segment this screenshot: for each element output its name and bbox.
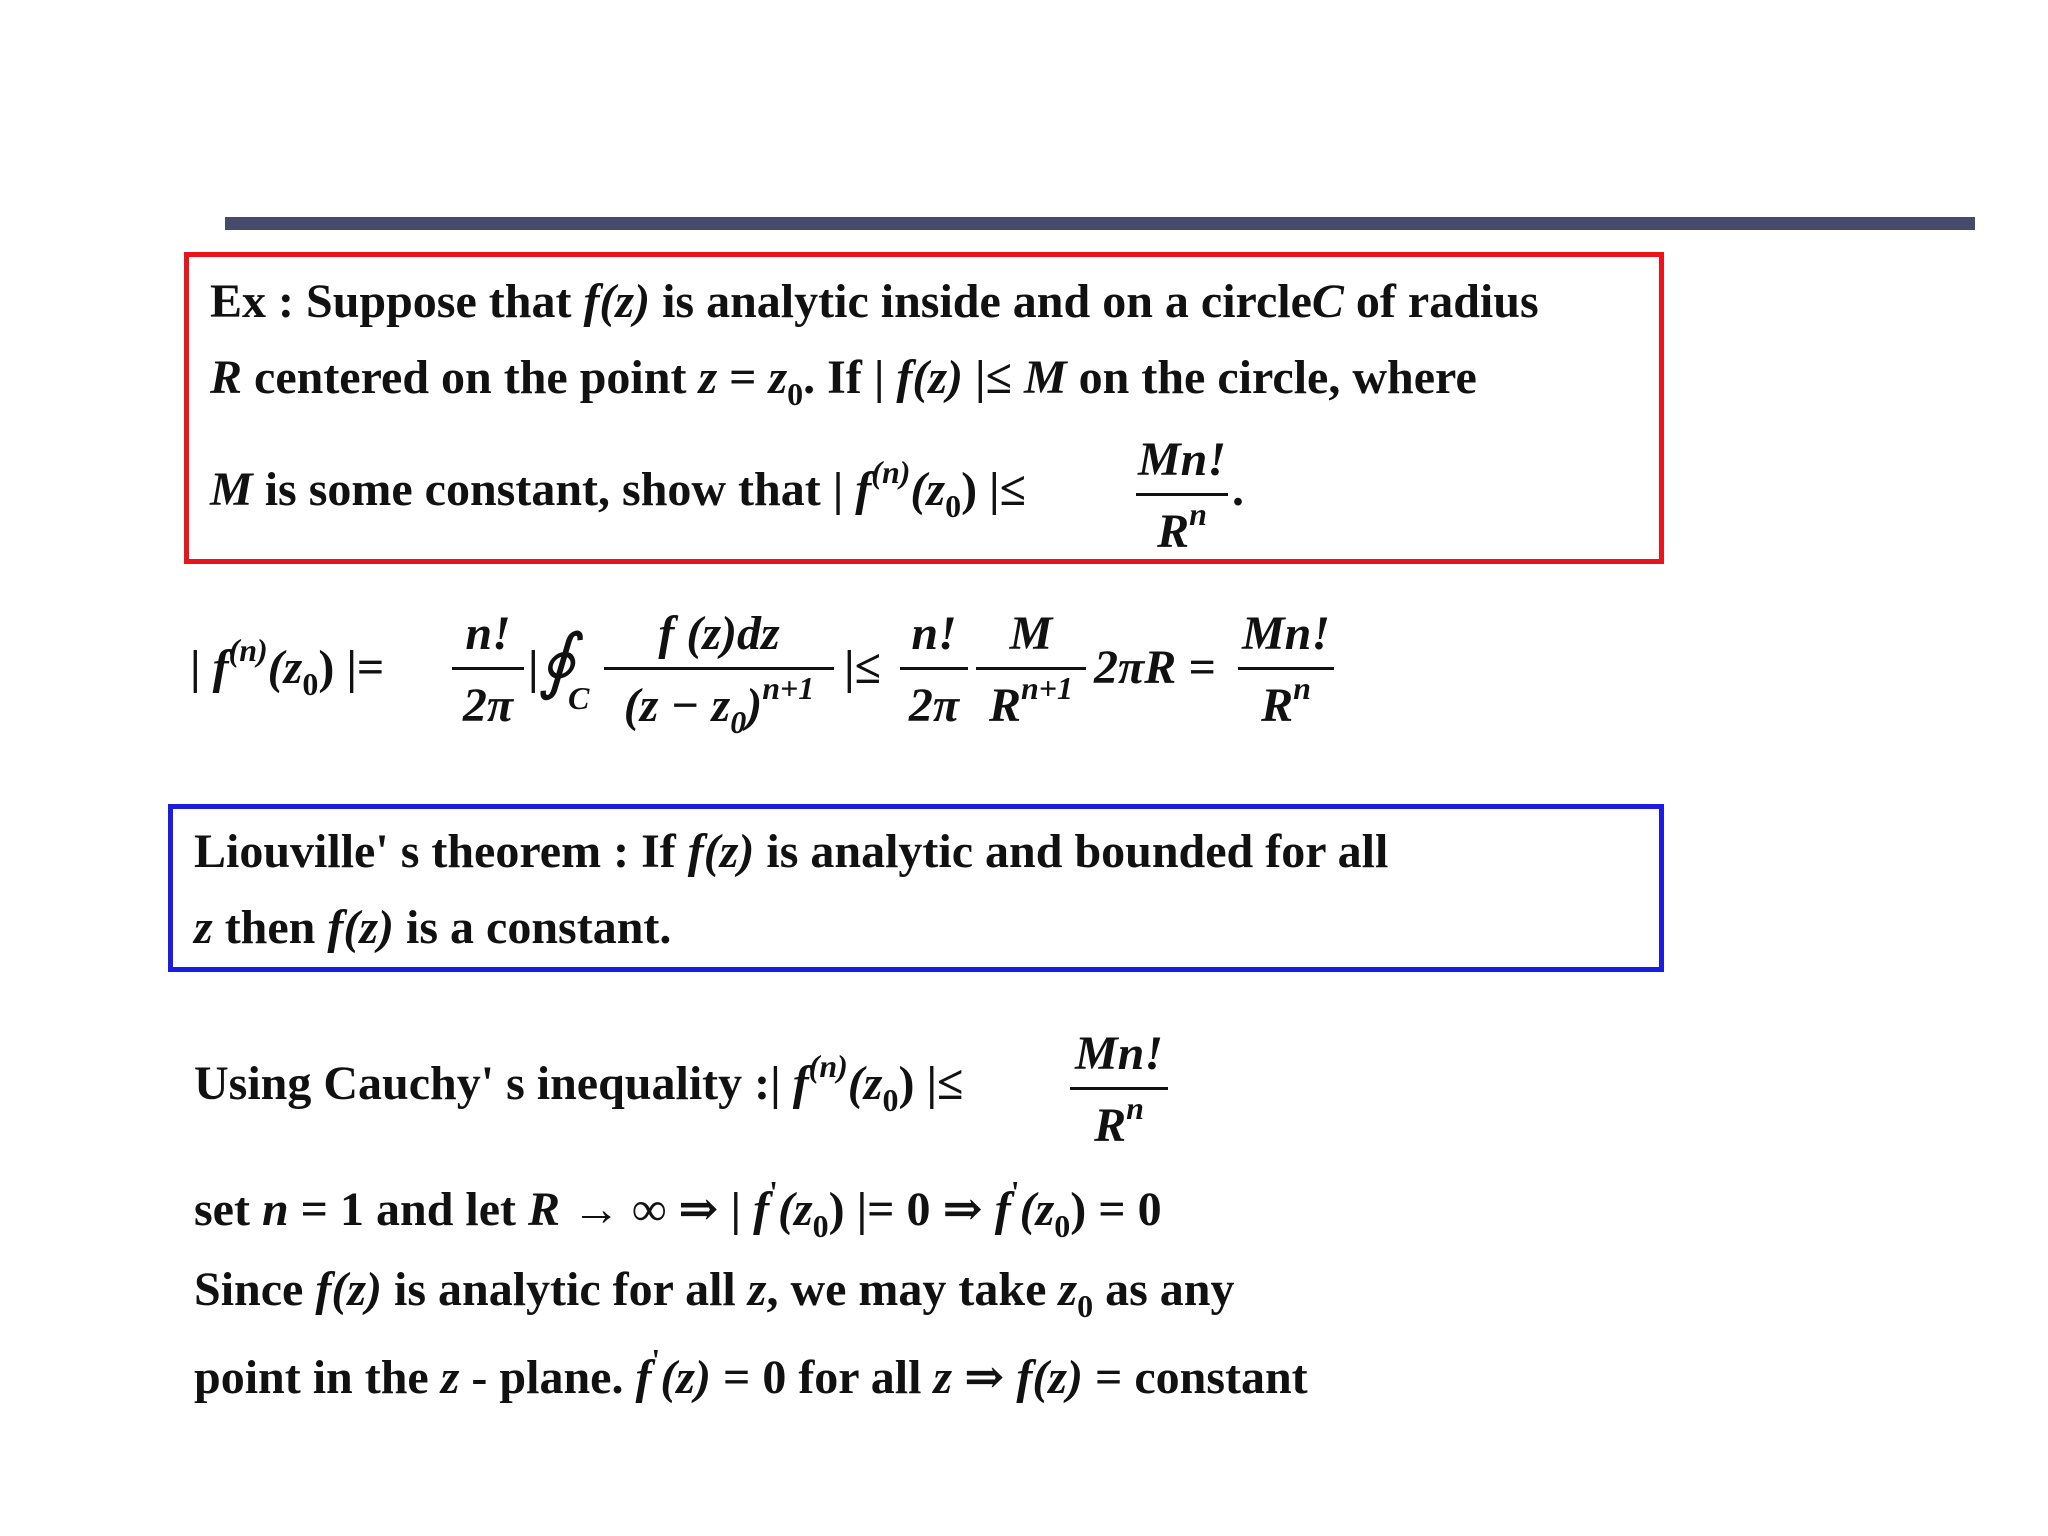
- math-R: R: [210, 351, 243, 404]
- superscript-n: (n): [228, 632, 268, 668]
- math-z: (z): [703, 825, 755, 878]
- math-z: (z): [660, 1351, 711, 1404]
- math-z0: z: [1058, 1263, 1078, 1316]
- proof-lead: Using Cauchy' s inequality :|: [194, 1057, 793, 1110]
- math-f: f: [994, 1183, 1011, 1236]
- theorem-line-1: [194, 825, 1389, 878]
- math-f: f: [212, 641, 229, 694]
- example-fraction: [1136, 432, 1228, 559]
- subscript-0: 0: [812, 1208, 829, 1244]
- example-text: is analytic inside and on a circle: [650, 275, 1312, 328]
- math-f: f: [753, 1183, 770, 1236]
- derivation-frac-5: [1238, 606, 1334, 733]
- subscript-0: 0: [1054, 1208, 1071, 1244]
- title-rule: [225, 217, 1975, 230]
- math-z0: z: [768, 351, 788, 404]
- fraction-numerator: Mn!: [1074, 1027, 1164, 1080]
- example-text: of radius: [1343, 275, 1539, 328]
- subscript-0: 0: [787, 376, 804, 412]
- prime-mark: ': [1010, 1174, 1020, 1210]
- math-z0: (z: [267, 641, 303, 694]
- math-z: (z): [331, 1263, 382, 1316]
- arrow-symbol: → ∞ ⇒ |: [560, 1183, 754, 1236]
- math-z: z: [440, 1351, 460, 1404]
- example-line-3: [210, 454, 1026, 524]
- math-M: M: [1023, 351, 1067, 404]
- math-z0: (z: [1019, 1183, 1055, 1236]
- example-text: is some constant, show that |: [252, 463, 856, 516]
- proof-line-3: Since f(z) is analytic for all z, we may take $z_0$ as any: [194, 1263, 1235, 1324]
- subscript-0: 0: [945, 488, 962, 524]
- fraction-numerator: f (z)dz: [658, 607, 780, 660]
- equals-sign: ) |=: [318, 641, 385, 694]
- derivation-lhs: [190, 632, 385, 702]
- fraction-bar: [1238, 667, 1334, 670]
- math-f: f: [1016, 1351, 1033, 1404]
- superscript-n: n: [1126, 1090, 1144, 1126]
- fraction-denominator: R: [988, 679, 1021, 732]
- theorem-text: is analytic and bounded for all: [754, 825, 1389, 878]
- proof-fraction: [1070, 1026, 1168, 1153]
- abs-bar: |: [528, 641, 539, 694]
- period: .: [1232, 463, 1244, 516]
- derivation-frac-2: f (z)dz $(z - z_0)^{n+1}$: [604, 606, 834, 733]
- theorem-text: is a constant.: [394, 901, 672, 954]
- math-z: (z): [599, 275, 651, 328]
- superscript-n-plus-1: n+1: [762, 670, 815, 706]
- prime-mark: ': [651, 1342, 661, 1378]
- fraction-bar: [452, 667, 524, 670]
- math-f: f: [327, 901, 344, 954]
- superscript-n: n: [1189, 496, 1207, 532]
- fraction-numerator: Mn!: [1137, 433, 1227, 486]
- math-f: f: [855, 463, 872, 516]
- example-lead: Ex : Suppose that: [210, 275, 584, 328]
- fraction-denominator: 2π: [462, 679, 514, 732]
- theorem-text: then: [212, 901, 328, 954]
- derivation-frac-3: [900, 606, 968, 733]
- proof-line-1: [194, 1048, 964, 1118]
- fraction-numerator: M: [1009, 607, 1053, 660]
- subscript-0: 0: [730, 704, 747, 740]
- theorem-line-2: [194, 901, 672, 954]
- fraction-numerator: Mn!: [1241, 607, 1331, 660]
- example-period: [1232, 463, 1244, 516]
- superscript-n: (n): [808, 1048, 848, 1084]
- fraction-denominator: R: [1157, 505, 1190, 558]
- derivation-frac-4: [976, 606, 1086, 733]
- math-z: (z): [912, 351, 964, 404]
- example-text: centered on the point: [242, 351, 699, 404]
- math-f: f: [315, 1263, 332, 1316]
- fraction-bar: [1070, 1087, 1168, 1090]
- math-z: (z): [1032, 1351, 1083, 1404]
- subscript-0: 0: [1077, 1288, 1094, 1324]
- math-n: n: [261, 1183, 289, 1236]
- contour-label: C: [568, 680, 590, 716]
- fraction-denominator: (z − z: [623, 679, 731, 732]
- subscript-0: 0: [882, 1082, 899, 1118]
- superscript-n-plus-1: n+1: [1020, 670, 1074, 706]
- math-C: C: [1311, 275, 1344, 328]
- le-sign: ) |≤: [961, 463, 1026, 516]
- fraction-denominator: R: [1261, 679, 1294, 732]
- derivation-abs-open: [528, 641, 539, 694]
- theorem-lead: Liouville' s theorem : If: [194, 825, 688, 878]
- superscript-n: (n): [871, 454, 911, 490]
- math-R: R: [528, 1183, 561, 1236]
- math-f: f: [635, 1351, 652, 1404]
- subscript-0: 0: [302, 666, 319, 702]
- le-sign: |≤: [963, 351, 1024, 404]
- contour-integral-icon: ∮: [538, 621, 576, 701]
- example-line-1: [210, 275, 1539, 328]
- prime-mark: ': [769, 1174, 778, 1210]
- derivation-le: [844, 641, 881, 694]
- proof-line-2: set n = 1 and let R → ∞ ⇒ | $f'(z_0)$ |= 0 ⇒ $f'(z_0) = 0$: [194, 1174, 1162, 1244]
- derivation-two-pi-r: 2πR =: [1094, 641, 1216, 694]
- abs-bar: |: [190, 641, 213, 694]
- math-z: z: [698, 351, 718, 404]
- math-z: (z): [343, 901, 395, 954]
- derivation-frac-1: [452, 606, 524, 733]
- math-f: f: [583, 275, 600, 328]
- example-line-2: [210, 351, 1477, 412]
- math-f: f: [896, 351, 913, 404]
- superscript-n: n: [1293, 670, 1311, 706]
- fraction-numerator: n!: [465, 607, 511, 660]
- math-z0: (z: [777, 1183, 813, 1236]
- implies-symbol: ⇒: [952, 1351, 1017, 1404]
- fraction-numerator: n!: [911, 607, 957, 660]
- proof-line-4: point in the z - plane. f'(z) = 0 for all z ⇒ f(z) = constant: [194, 1342, 1308, 1404]
- math-f: f: [687, 825, 704, 878]
- math-z0: (z: [847, 1057, 883, 1110]
- fraction-denominator: R: [1094, 1099, 1127, 1152]
- fraction-bar: [900, 667, 968, 670]
- math-z: z: [194, 901, 213, 954]
- math-z: z: [747, 1263, 767, 1316]
- fraction-bar: [1136, 493, 1228, 496]
- math-z0: (z: [910, 463, 946, 516]
- le-sign: ) |≤: [898, 1057, 964, 1110]
- math-f: f: [792, 1057, 809, 1110]
- math-z: z: [933, 1351, 953, 1404]
- example-text: on the circle, where: [1066, 351, 1477, 404]
- fraction-denominator: 2π: [908, 679, 960, 732]
- example-text: . If |: [803, 351, 897, 404]
- math-M: M: [210, 463, 253, 516]
- le-sign: |≤: [844, 641, 881, 694]
- equals-sign: =: [717, 351, 769, 404]
